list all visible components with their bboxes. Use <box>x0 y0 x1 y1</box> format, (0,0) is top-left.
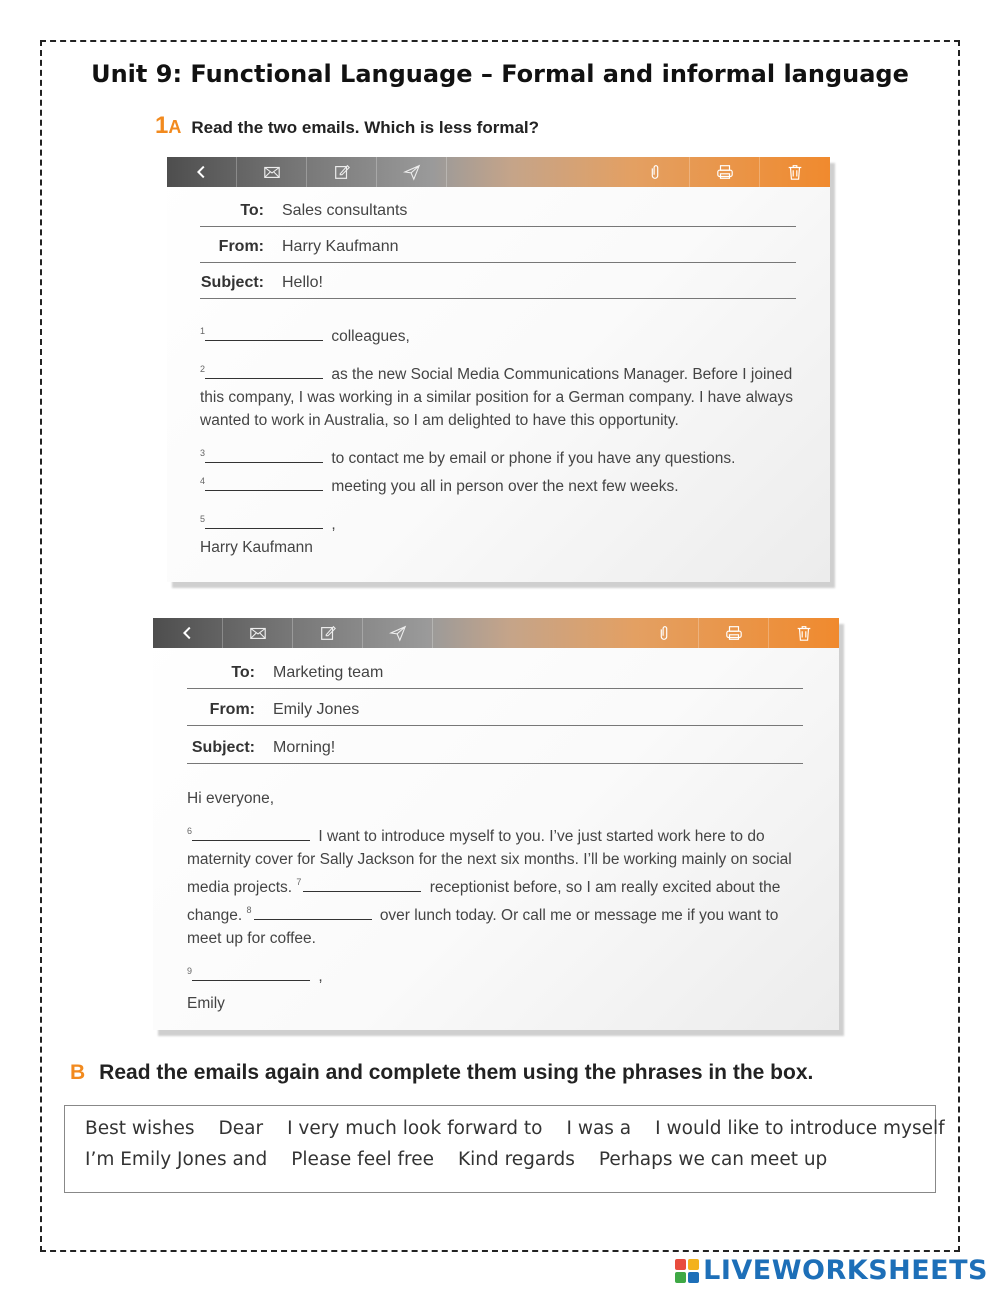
gap-number: 8 <box>246 905 252 915</box>
email-text: colleagues, <box>331 328 410 345</box>
answer-blank-2[interactable] <box>205 364 323 379</box>
email-to-row <box>200 202 796 227</box>
subject-value: Morning! <box>273 739 336 756</box>
answer-blank-5[interactable] <box>205 514 323 529</box>
phrase-box <box>64 1105 945 1193</box>
subject-label: Subject: <box>200 274 264 291</box>
mail-button[interactable] <box>223 618 293 648</box>
attachment-icon <box>646 163 664 181</box>
subject-label: Subject: <box>191 739 255 756</box>
phrase-item[interactable]: Dear <box>218 1118 264 1139</box>
email-line <box>200 320 800 348</box>
phrase-row-1 <box>85 1118 945 1139</box>
compose-button[interactable] <box>293 618 363 648</box>
trash-button[interactable] <box>769 618 839 648</box>
answer-blank-4[interactable] <box>205 476 323 491</box>
phrase-item[interactable]: Best wishes <box>85 1118 195 1139</box>
email-paragraph <box>200 358 800 432</box>
email-to-row <box>187 664 803 689</box>
back-button[interactable] <box>153 618 223 648</box>
email-paragraph <box>187 820 809 950</box>
gap-number: 6 <box>187 826 193 836</box>
to-value: Marketing team <box>273 664 384 681</box>
from-label: From: <box>209 701 255 718</box>
email-subject-row <box>187 739 803 764</box>
compose-icon <box>319 624 337 642</box>
email-line <box>200 442 800 470</box>
answer-blank-6[interactable] <box>192 826 310 841</box>
print-icon <box>716 163 734 181</box>
phrase-item[interactable]: I very much look forward to <box>287 1118 543 1139</box>
gap-number: 7 <box>296 877 302 887</box>
email-signature: Emily <box>187 995 225 1012</box>
mail-icon <box>263 163 281 181</box>
email-1 <box>167 157 830 582</box>
email-text: as the new Social Media Communications Manager. Before I joined this company, I was working in a similar position for a German company. I have always wanted to work in Australia, so I am delighted to have this opportunity. <box>200 366 793 429</box>
email-text: meeting you all in person over the next few weeks. <box>331 478 679 495</box>
email-1-body <box>200 320 800 569</box>
print-button[interactable] <box>699 618 769 648</box>
to-label: To: <box>240 202 264 219</box>
email-greeting: Hi everyone, <box>187 790 275 807</box>
from-value: Emily Jones <box>273 701 360 718</box>
mail-button[interactable] <box>237 157 307 187</box>
task-1a-instruction <box>155 112 539 140</box>
phrase-item[interactable]: I’m Emily Jones and <box>85 1149 268 1170</box>
back-icon <box>193 163 211 181</box>
email-text: , <box>331 516 336 533</box>
email-text: over lunch today. Or call me or message me if you want to meet up for coffee. <box>187 907 779 947</box>
attachment-icon <box>655 624 673 642</box>
task-number: 1 <box>155 112 169 139</box>
email-2 <box>153 618 839 1030</box>
gap-number: 5 <box>200 514 206 524</box>
to-label: To: <box>231 664 255 681</box>
email-sign-off <box>187 960 809 988</box>
task-letter: B <box>70 1061 86 1084</box>
task-b-instruction <box>70 1061 813 1085</box>
trash-icon <box>795 624 813 642</box>
email-signature: Harry Kaufmann <box>200 539 313 556</box>
send-button[interactable] <box>363 618 433 648</box>
brand-name: LIVEWORKSHEETS <box>703 1255 988 1286</box>
gap-number: 9 <box>187 966 193 976</box>
gap-number: 1 <box>200 326 206 336</box>
send-icon <box>389 624 407 642</box>
phrase-item[interactable]: I was a <box>566 1118 632 1139</box>
phrase-item[interactable]: I would like to introduce myself <box>655 1118 945 1139</box>
send-button[interactable] <box>377 157 447 187</box>
mail-icon <box>249 624 267 642</box>
send-icon <box>403 163 421 181</box>
email-text: , <box>318 968 323 985</box>
task-1a-text: Read the two emails. Which is less formal? <box>191 118 540 137</box>
task-b-text: Read the emails again and complete them using the phrases in the box. <box>99 1061 814 1084</box>
from-value: Harry Kaufmann <box>282 238 399 255</box>
attachment-button[interactable] <box>629 618 699 648</box>
back-button[interactable] <box>167 157 237 187</box>
email-text: I want to introduce myself to you. I’ve just started work here to do maternity cover for Sally Jackson for the next six months. I’ll be working mainly on social media projects. <box>187 828 792 896</box>
liveworksheets-logo-icon <box>675 1259 699 1283</box>
attachment-button[interactable] <box>620 157 690 187</box>
answer-blank-7[interactable] <box>303 877 421 892</box>
compose-icon <box>333 163 351 181</box>
email-from-row <box>200 238 796 263</box>
gap-number: 4 <box>200 476 206 486</box>
answer-blank-3[interactable] <box>205 448 323 463</box>
compose-button[interactable] <box>307 157 377 187</box>
phrase-item[interactable]: Please feel free <box>291 1149 434 1170</box>
phrase-item[interactable]: Kind regards <box>457 1149 575 1170</box>
email-sign-off <box>200 508 800 536</box>
to-value: Sales consultants <box>282 202 408 219</box>
answer-blank-8[interactable] <box>254 905 372 920</box>
phrase-item[interactable]: Perhaps we can meet up <box>598 1149 828 1170</box>
email-line <box>200 470 800 498</box>
gap-number: 3 <box>200 448 206 458</box>
email-toolbar <box>153 618 839 648</box>
email-toolbar <box>167 157 830 187</box>
trash-button[interactable] <box>760 157 830 187</box>
email-text: to contact me by email or phone if you have any questions. <box>331 450 736 467</box>
gap-number: 2 <box>200 364 206 374</box>
toolbar-spacer <box>433 618 629 648</box>
answer-blank-1[interactable] <box>205 326 323 341</box>
page-title: Unit 9: Functional Language – Formal and informal language <box>91 60 909 88</box>
toolbar-spacer <box>447 157 620 187</box>
email-subject-row <box>200 274 796 299</box>
subject-value: Hello! <box>282 274 323 291</box>
email-text: receptionist before, so I am really excited about the change. <box>187 879 781 924</box>
email-from-row <box>187 701 803 726</box>
back-icon <box>179 624 197 642</box>
task-letter: A <box>168 117 182 137</box>
phrase-row-2 <box>85 1149 915 1170</box>
print-icon <box>725 624 743 642</box>
answer-blank-9[interactable] <box>192 966 310 981</box>
from-label: From: <box>218 238 264 255</box>
liveworksheets-brand <box>675 1255 988 1286</box>
print-button[interactable] <box>690 157 760 187</box>
email-2-body <box>187 787 809 1025</box>
trash-icon <box>786 163 804 181</box>
